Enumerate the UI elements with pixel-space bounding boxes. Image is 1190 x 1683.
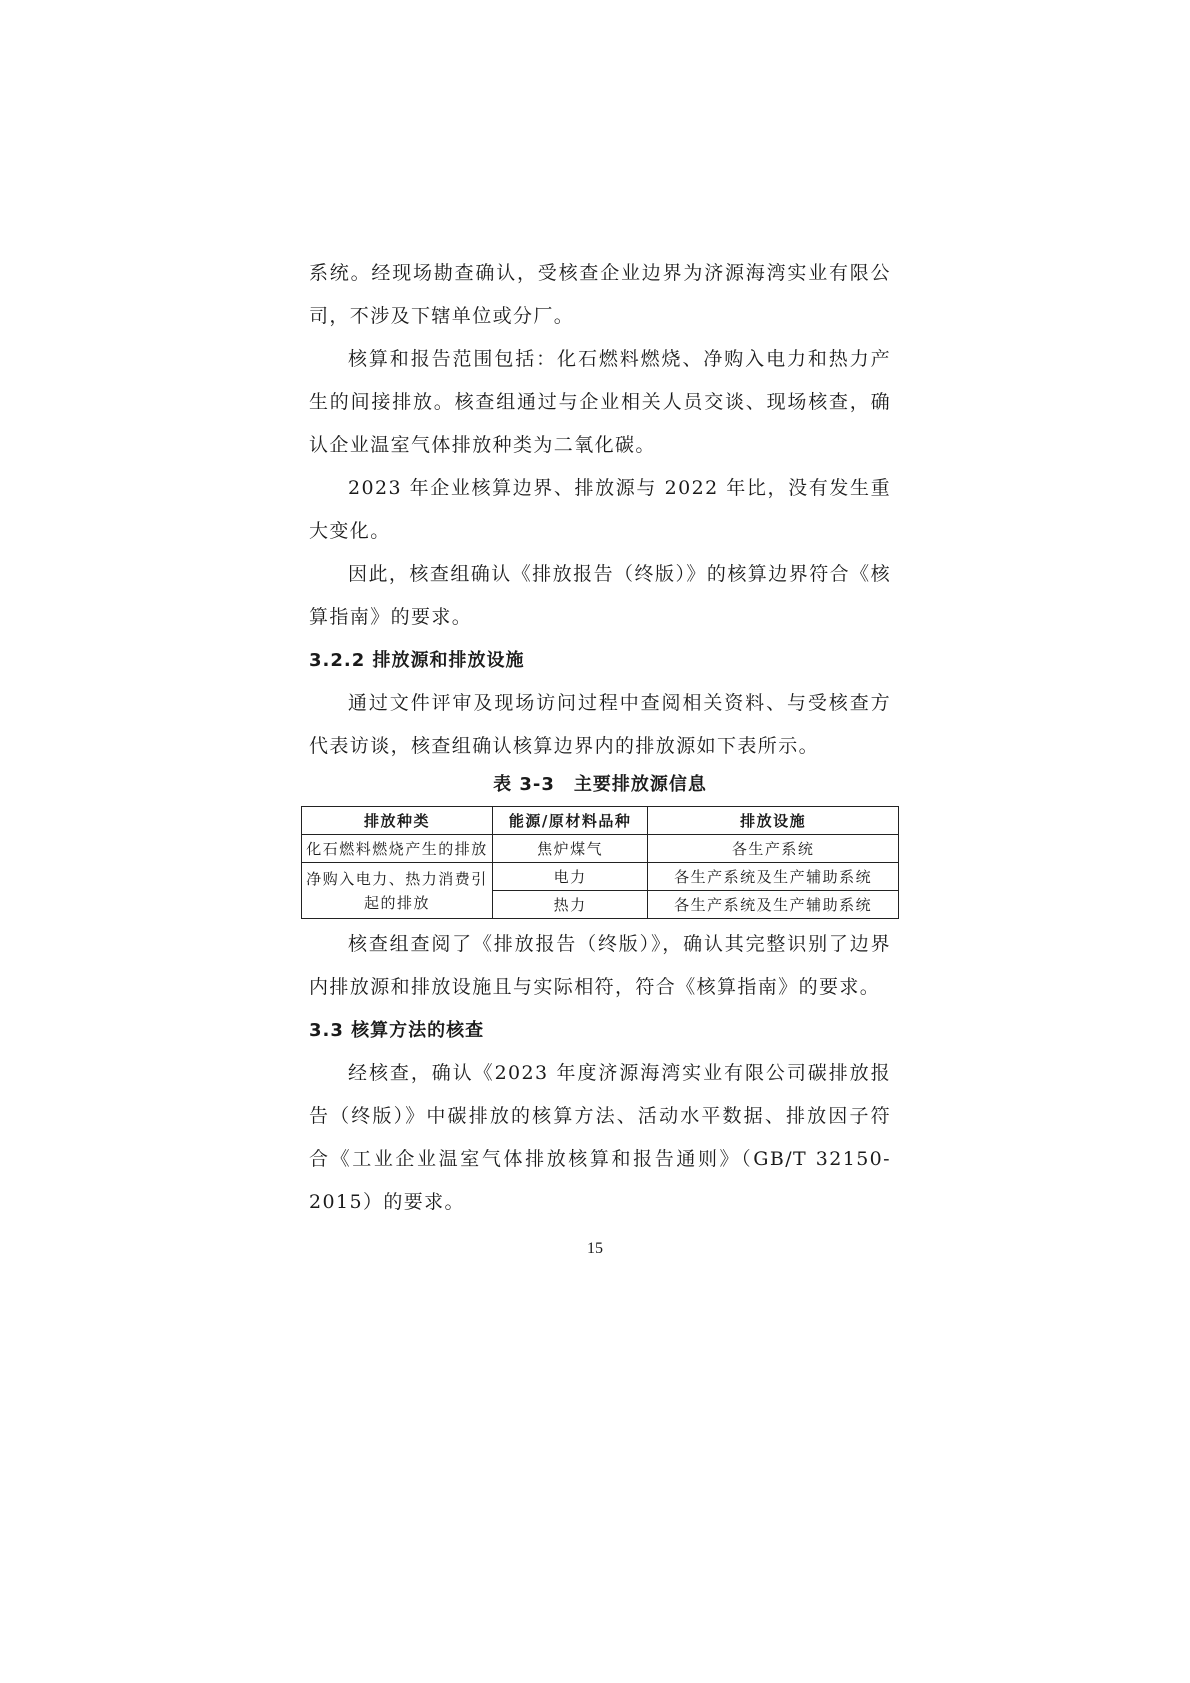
paragraph-after-table: 核查组查阅了《排放报告（终版）》，确认其完整识别了边界内排放源和排放设施且与实际相符，符合《核算指南》的要求。 — [309, 933, 891, 998]
paragraph-method-check: 经核查，确认《2023 年度济源海湾实业有限公司碳排放报告（终版）》中碳排放的核算方法、活动水平数据、排放因子符合《工业企业温室气体排放核算和报告通则》（GB/T 32150-2015）的要求。 — [309, 1062, 891, 1213]
section-heading-3-3: 3.3 核算方法的核查 — [309, 1020, 485, 1041]
table-header-cell: 排放设施 — [648, 807, 899, 835]
table-cell: 电力 — [493, 863, 648, 891]
paragraph-conclusion: 因此，核查组确认《排放报告（终版）》的核算边界符合《核算指南》的要求。 — [309, 563, 891, 628]
table-cell: 各生产系统 — [648, 835, 899, 863]
paragraph-boundary: 系统。经现场勘查确认，受核查企业边界为济源海湾实业有限公司，不涉及下辖单位或分厂。 — [309, 262, 891, 327]
section-heading-3-2-2: 3.2.2 排放源和排放设施 — [309, 650, 525, 671]
paragraph-source-intro: 通过文件评审及现场访问过程中查阅相关资料、与受核查方代表访谈，核查组确认核算边界内的排放源如下表所示。 — [309, 692, 891, 757]
page-content — [306, 252, 891, 1224]
table-caption: 表 3-3 主要排放源信息 — [493, 774, 707, 795]
table-cell: 热力 — [493, 891, 648, 919]
paragraph-no-change: 2023 年企业核算边界、排放源与 2022 年比，没有发生重大变化。 — [309, 477, 891, 542]
table-cell: 各生产系统及生产辅助系统 — [648, 891, 899, 919]
table-cell: 焦炉煤气 — [493, 835, 648, 863]
table-row — [302, 835, 899, 863]
table-cell-merged: 净购入电力、热力消费引起的排放 — [302, 863, 493, 919]
table-row — [302, 863, 899, 891]
table-header-row — [302, 807, 899, 835]
page-number: 15 — [587, 1240, 603, 1257]
table-cell: 化石燃料燃烧产生的排放 — [302, 835, 493, 863]
paragraph-scope: 核算和报告范围包括：化石燃料燃烧、净购入电力和热力产生的间接排放。核查组通过与企业相关人员交谈、现场核查，确认企业温室气体排放种类为二氧化碳。 — [309, 348, 891, 456]
table-cell: 各生产系统及生产辅助系统 — [648, 863, 899, 891]
table-header-cell: 排放种类 — [302, 807, 493, 835]
emission-sources-table — [301, 806, 899, 919]
table-header-cell: 能源/原材料品种 — [493, 807, 648, 835]
